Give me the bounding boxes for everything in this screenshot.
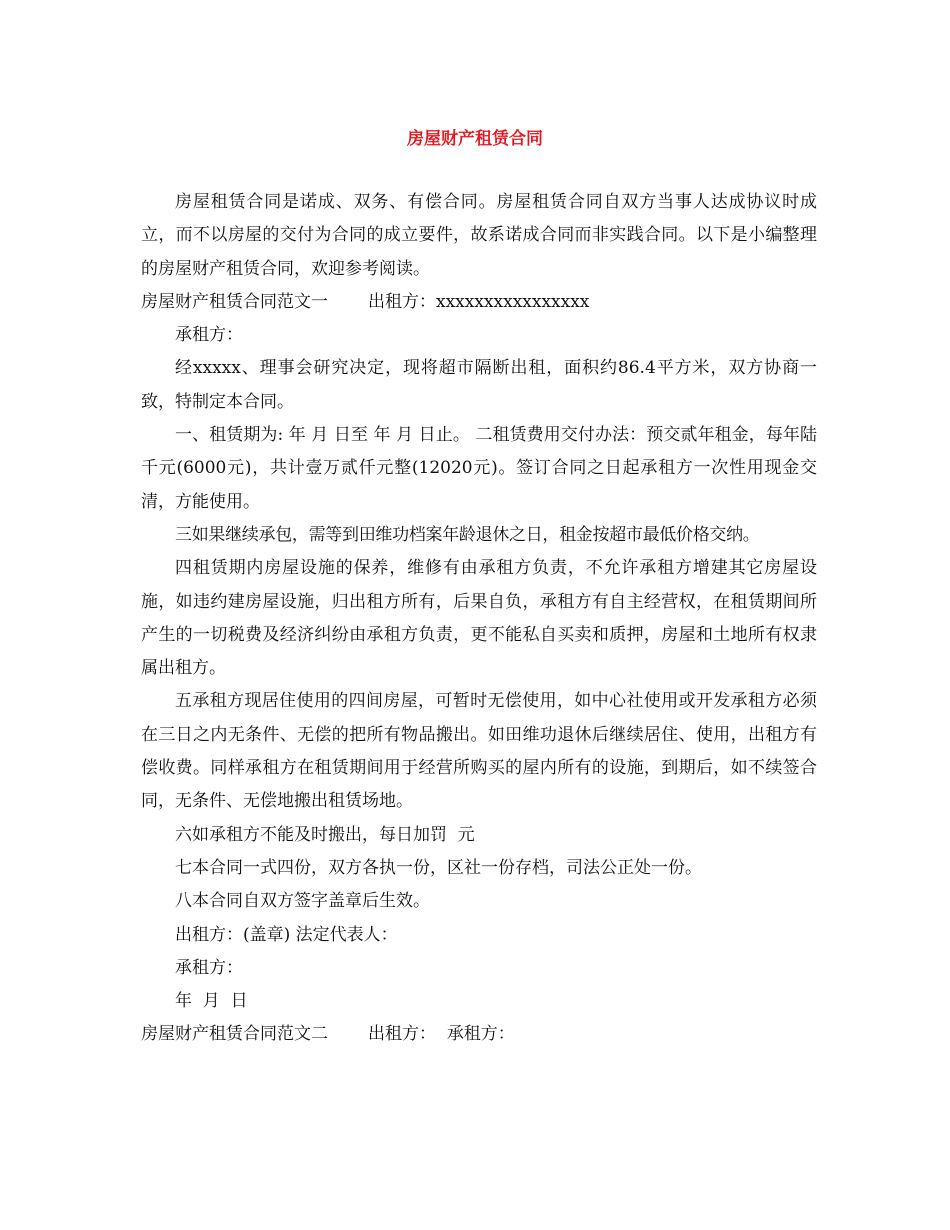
sample1-lessee: 承租方： (175, 325, 243, 346)
sample2-heading: 房屋财产租赁合同范文二 (141, 1024, 328, 1045)
sample2-heading-line (141, 1018, 817, 1051)
sample1-heading-line (141, 286, 817, 319)
sample1-lessor: 出租方：xxxxxxxxxxxxxxxx (368, 291, 590, 312)
sample2-spacer (436, 1024, 447, 1044)
sign-lessee: 承租方： (175, 957, 243, 978)
sign-date: 年 月 日 (175, 991, 248, 1012)
clause-3: 三如果继续承包，需等到田维功档案年龄退休之日，租金按超市最低价格交纳。 (175, 524, 760, 545)
document-title: 房屋财产租赁合同 (407, 129, 543, 149)
sample2-lessee: 承租方： (446, 1024, 515, 1045)
sign-lessor: 出租方：(盖章) 法定代表人： (175, 924, 398, 945)
sample1-heading: 房屋财产租赁合同范文一 (141, 291, 328, 312)
intro-paragraph: 房屋租赁合同是诺成、双务、有偿合同。房屋租赁合同自双方当事人达成协议时成立，而不以房屋的交付为合同的成立要件，故系诺成合同而非实践合同。以下是小编整理的房屋财产租赁合同，欢迎参考阅读。 (141, 192, 817, 279)
clause-1-2: 一、租赁期为: 年 月 日至 年 月 日止。 二租赁费用交付办法：预交贰年租金，每年陆千元(6000元)，共计壹万贰仟元整(12020元)。签订合同之日起承租方一次性用现金交清，方能使用。 (141, 425, 817, 512)
clause-6: 六如承租方不能及时搬出，每日加罚 元 (175, 824, 475, 845)
sample2-lessor: 出租方： (368, 1024, 436, 1045)
clause-7: 七本合同一式四份，双方各执一份，区社一份存档，司法公正处一份。 (175, 857, 702, 878)
sample1-intro-paragraph: 经xxxxx、理事会研究决定，现将超市隔断出租，面积约86.4平方米，双方协商一致，特制定本合同。 (141, 358, 817, 412)
clause-4: 四租赁期内房屋设施的保养，维修有由承租方负责，不允许承租方增建其它房屋设施，如违约建房屋设施，归出租方所有，后果自负，承租方有自主经营权，在租赁期间所产生的一切税费及经济纠纷由承租方负责，更不能私自买卖和质押，房屋和土地所有权隶属出租方。 (141, 558, 817, 679)
clause-5: 五承租方现居住使用的四间房屋，可暂时无偿使用，如中心社使用或开发承租方必须在三日之内无条件、无偿的把所有物品搬出。如田维功退休后继续居住、使用，出租方有偿收费。同样承租方在租赁期间用于经营所购买的屋内所有的设施，到期后，如不续签合同，无条件、无偿地搬出租赁场地。 (141, 691, 817, 812)
document-body (141, 186, 817, 1052)
clause-8: 八本合同自双方签字盖章后生效。 (175, 891, 430, 912)
